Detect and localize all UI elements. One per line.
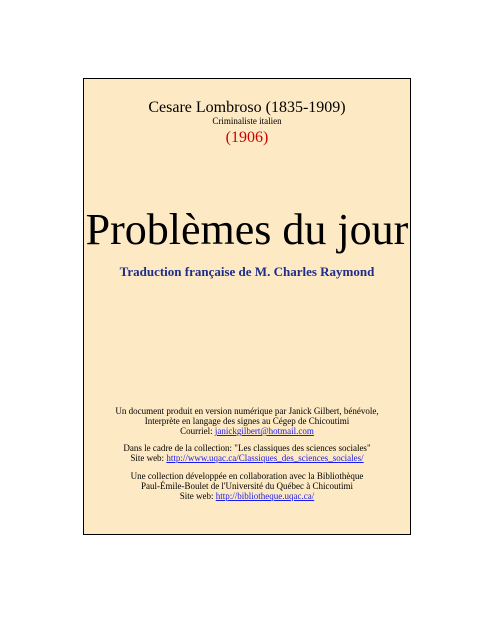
translation-credit: Traduction française de M. Charles Raymond <box>119 264 375 279</box>
site-label: Site web: <box>179 491 216 501</box>
collection-site-link[interactable]: http://www.uqac.ca/Classiques_des_sciences_sociales/ <box>166 453 364 463</box>
email-label: Courriel: <box>180 426 215 436</box>
collection-credit: Dans le cadre de la collection: "Les classiques des sciences sociales" <box>123 443 371 453</box>
email-link[interactable]: janickgilbert@hotmail.com <box>214 426 314 436</box>
publication-year: (1906) <box>225 129 269 146</box>
interpreter-credit: Interprète en langage des signes au Cégep de Chicoutimi <box>144 416 350 426</box>
library-site-link[interactable]: http://bibliotheque.uqac.ca/ <box>215 491 315 501</box>
book-title: Problèmes du jour <box>85 205 409 254</box>
collection-site-line <box>84 453 410 463</box>
partnership-credit: Une collection développée en collaboration avec la Bibliothèque <box>130 471 364 481</box>
author-role: Criminaliste italien <box>212 116 282 126</box>
producer-credit: Un document produit en version numérique par Janick Gilbert, bénévole, <box>115 406 379 416</box>
library-credit: Paul-Émile-Boulet de l'Université du Québec à Chicoutimi <box>140 481 354 491</box>
cover-page <box>83 78 411 535</box>
library-site-line <box>84 491 410 501</box>
site-label: Site web: <box>130 453 167 463</box>
author-name: Cesare Lombroso (1835-1909) <box>148 99 346 116</box>
email-line <box>84 426 410 436</box>
